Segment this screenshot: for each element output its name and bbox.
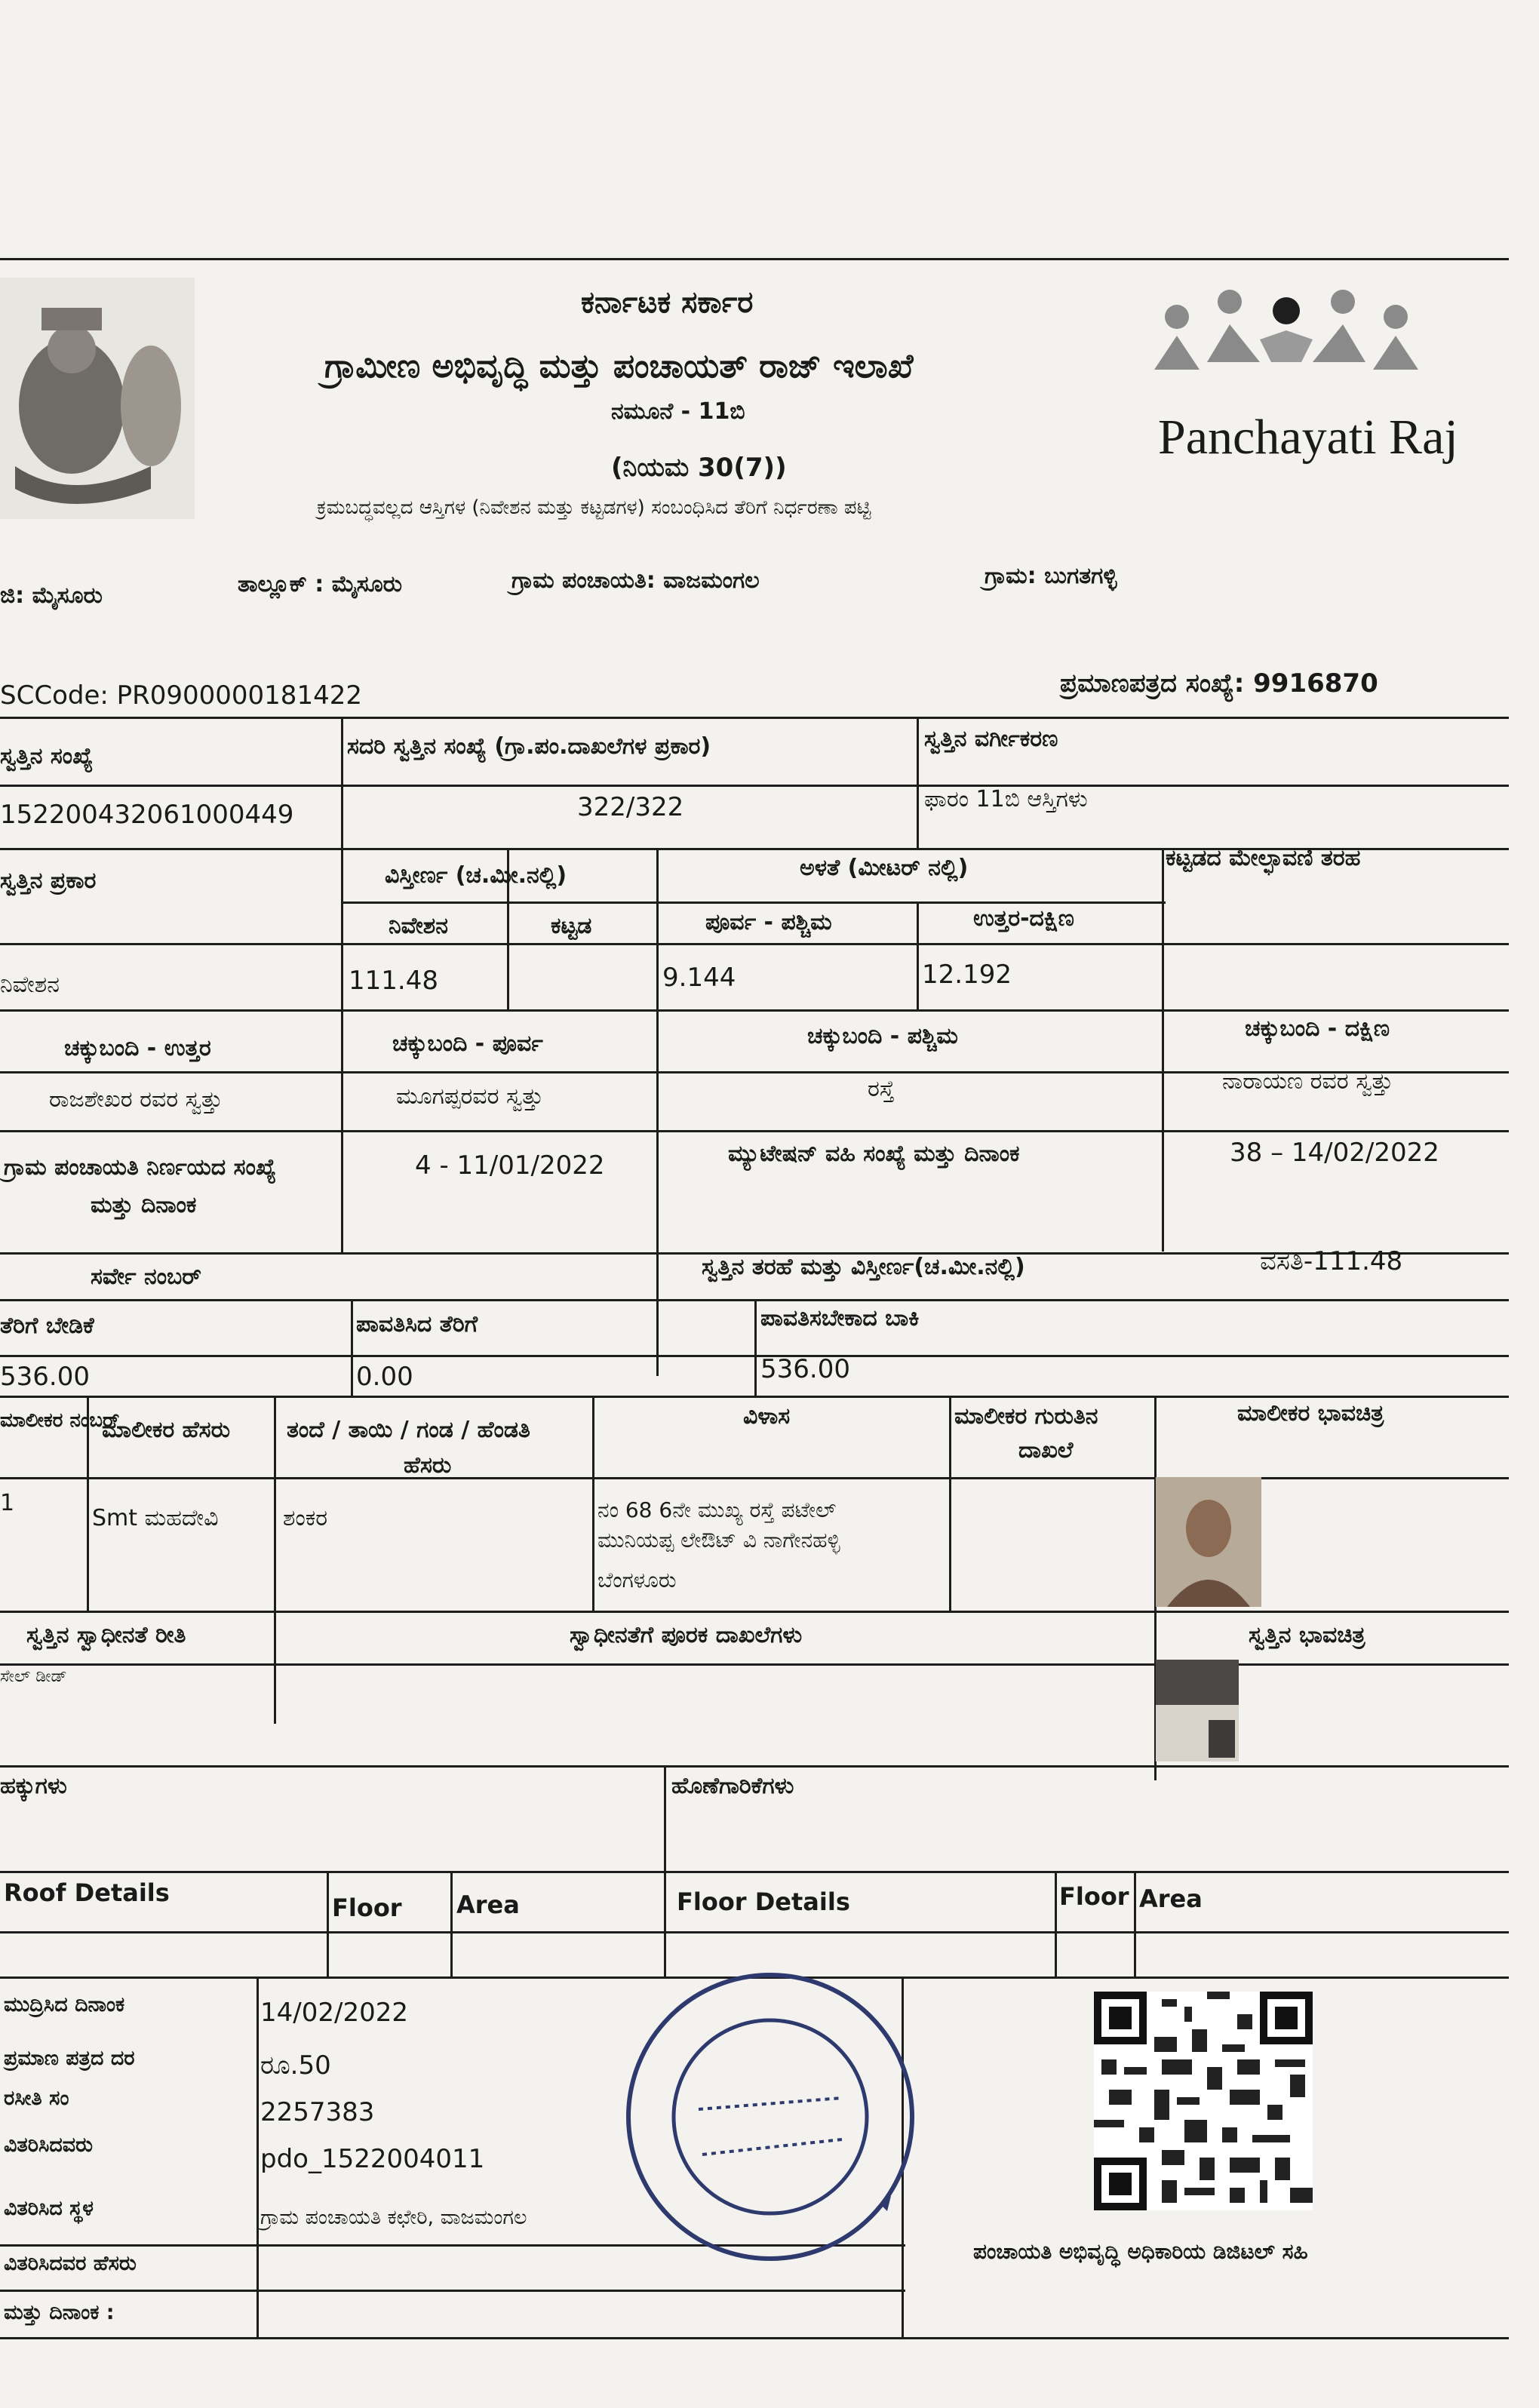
gp-resolution: 4 - 11/01/2022 <box>415 1150 605 1181</box>
area-label-1: Area <box>456 1890 520 1919</box>
area-label-2: Area <box>1139 1884 1203 1913</box>
issuer-name-label: ವಿತರಿಸಿದವರ ಹೆಸರು <box>4 2252 137 2275</box>
govt-title: ಕರ್ನಾಟಕ ಸರ್ಕಾರ <box>581 285 754 320</box>
north-south: 12.192 <box>922 960 1012 990</box>
property-type: ನಿವೇಶನ <box>0 972 60 998</box>
form-subtitle: ಕ್ರಮಬದ್ಧವಲ್ಲದ ಆಸ್ತಿಗಳ (ನಿವೇಶನ ಮತ್ತು ಕಟ್ಟಡಗಳ) ಸಂಬಂಧಿಸಿದ ತೆರಿಗೆ ನಿರ್ಧರಣಾ ಪಟ್ಟಿ <box>317 496 871 519</box>
owner-number: 1 <box>0 1490 15 1516</box>
property-id-label: ಸ್ವತ್ತಿನ ಸಂಖ್ಯೆ <box>0 743 94 769</box>
supporting-docs-label: ಸ್ವಾಧೀನತೆಗೆ ಪೂರಕ ದಾಖಲೆಗಳು <box>570 1622 803 1648</box>
gp-resolution-label-2: ಮತ್ತು ದಿನಾಂಕ <box>91 1192 197 1218</box>
tax-demand-label: ತೆರಿಗೆ ಬೇಡಿಕೆ <box>0 1313 94 1339</box>
building-label: ಕಟ್ಟಡ <box>551 913 592 939</box>
boundary-west: ರಸ್ತೆ <box>868 1076 895 1102</box>
boundary-south-label: ಚಕ್ಕುಬಂದಿ - ದಕ್ಷಿಣ <box>1245 1015 1390 1042</box>
liabilities-label: ಹೊಣೆಗಾರಿಕೆಗಳು <box>671 1773 794 1799</box>
panchayat-seal <box>626 1973 914 2261</box>
owner-address-3: ಬೆಂಗಳೂರು <box>597 1568 677 1593</box>
property-photo-label: ಸ್ವತ್ತಿನ ಭಾವಚಿತ್ರ <box>1249 1622 1365 1648</box>
state-emblem <box>0 278 195 519</box>
taluk: ತಾಲ್ಲೂಕ್ : ಮೈಸೂರು <box>238 571 403 597</box>
printed-date-label: ಮುದ್ರಿಸಿದ ದಿನಾಂಕ <box>4 1993 125 2016</box>
old-property-no: 322/322 <box>577 792 684 822</box>
property-photo <box>1156 1660 1239 1761</box>
receipt-no-label: ರಸೀತಿ ಸಂ <box>4 2087 69 2110</box>
boundary-east-label: ಚಕ್ಕುಬಂದಿ - ಪೂರ್ವ <box>392 1030 543 1057</box>
site-area: 111.48 <box>349 966 438 996</box>
property-type-label: ಸ್ವತ್ತಿನ ಪ್ರಕಾರ <box>0 868 97 894</box>
roof-type-label: ಕಟ್ಟಡದ ಮೇಲ್ಛಾವಣಿ ತರಹ <box>1166 845 1361 871</box>
owner-no-label: ಮಾಲೀಕರ ನಂಬರ್ <box>0 1409 120 1432</box>
owner-address-2: ಮುನಿಯಪ್ಪ ಲೇಔಟ್ ವಿ ನಾಗೇನಹಳ್ಳಿ <box>597 1528 840 1553</box>
owner-name: Smt ಮಹದೇವಿ <box>92 1505 219 1531</box>
issued-by-label: ವಿತರಿಸಿದವರು <box>4 2133 93 2157</box>
form-number: ನಮೂನೆ - 11ಬಿ <box>611 398 745 425</box>
site-label: ನಿವೇಶನ <box>389 913 448 939</box>
issued-place-label: ವಿತರಿಸಿದ ಸ್ಥಳ <box>4 2197 94 2220</box>
north-south-label: ಉತ್ತರ-ದಕ್ಷಿಣ <box>973 905 1074 932</box>
classification: ಫಾರಂ 11ಬಿ ಆಸ್ತಿಗಳು <box>924 786 1088 812</box>
boundary-north-label: ಚಕ್ಕುಬಂದಿ - ಉತ್ತರ <box>64 1035 211 1061</box>
ownership-mode: ಸೇಲ್ ಡೀಡ್ <box>0 1667 67 1686</box>
area-label: ವಿಸ್ತೀರ್ಣ (ಚ.ಮೀ.ನಲ್ಲಿ) <box>385 862 567 889</box>
receipt-number: 2257383 <box>260 2097 375 2127</box>
east-west-label: ಪೂರ್ವ - ಪಶ್ಚಿಮ <box>705 909 832 935</box>
owner-address-1: ನಂ 68 6ನೇ ಮುಖ್ಯ ರಸ್ತೆ ಪಟೇಲ್ <box>597 1497 837 1522</box>
owner-id-label-2: ದಾಖಲೆ <box>1018 1437 1074 1464</box>
usage-label: ಸ್ವತ್ತಿನ ತರಹೆ ಮತ್ತು ವಿಸ್ತೀರ್ಣ(ಚ.ಮೀ.ನಲ್ಲಿ) <box>702 1254 1025 1280</box>
mutation: 38 – 14/02/2022 <box>1230 1138 1439 1168</box>
roof-details-label: Roof Details <box>4 1878 170 1907</box>
issued-by: pdo_1522004011 <box>260 2144 485 2174</box>
dimension-label: ಅಳತೆ (ಮೀಟರ್ ನಲ್ಲಿ) <box>800 855 969 881</box>
dept-title: ಗ್ರಾಮೀಣ ಅಭಿವೃದ್ಧಿ ಮತ್ತು ಪಂಚಾಯತ್ ರಾಜ್ ಇಲಾಖೆ <box>324 347 914 385</box>
rights-label: ಹಕ್ಕುಗಳು <box>0 1773 67 1799</box>
property-id: 152200432061000449 <box>0 800 294 830</box>
address-label: ವಿಳಾಸ <box>743 1403 791 1430</box>
tax-paid: 0.00 <box>356 1362 413 1392</box>
owner-name-label: ಮಾಲೀಕರ ಹೆಸರು <box>102 1417 231 1443</box>
floor-details-label: Floor Details <box>677 1887 850 1916</box>
printed-date: 14/02/2022 <box>260 1998 408 2028</box>
village: ಗ್ರಾಮ: ಬುಗತಗಳ್ಳಿ <box>985 563 1117 589</box>
certificate-number: ಪ್ರಮಾಣಪತ್ರದ ಸಂಖ್ಯೆ: 9916870 <box>1060 668 1378 699</box>
tax-demand: 536.00 <box>0 1362 90 1392</box>
ownership-mode-label: ಸ್ವತ್ತಿನ ಸ್ವಾಧೀನತೆ ರೀತಿ <box>26 1622 186 1648</box>
owner-photo-label: ಮಾಲೀಕರ ಭಾವಚಿತ್ರ <box>1237 1400 1384 1427</box>
rule-number: (ನಿಯಮ 30(7)) <box>611 453 787 483</box>
relation-label: ತಂದೆ / ತಾಯಿ / ಗಂಡ / ಹೆಂಡತಿ <box>287 1417 530 1443</box>
tax-due-label: ಪಾವತಿಸಬೇಕಾದ ಬಾಕಿ <box>760 1305 920 1331</box>
owner-photo <box>1156 1477 1261 1607</box>
sign-date-label: ಮತ್ತು ದಿನಾಂಕ : <box>4 2301 115 2324</box>
gp-resolution-label: ಗ್ರಾಮ ಪಂಚಾಯತಿ ನಿರ್ಣಯದ ಸಂಖ್ಯೆ <box>4 1154 277 1181</box>
tax-due: 536.00 <box>760 1354 850 1384</box>
mutation-label: ಮ್ಯುಟೇಷನ್ ವಹಿ ಸಂಖ್ಯೆ ಮತ್ತು ದಿನಾಂಕ <box>728 1141 1020 1167</box>
survey-number-label: ಸರ್ವೇ ನಂಬರ್ <box>91 1264 201 1290</box>
old-property-no-label: ಸದರಿ ಸ್ವತ್ತಿನ ಸಂಖ್ಯೆ (ಗ್ರಾ.ಪಂ.ದಾಖಲೆಗಳ ಪ್ರಕಾರ) <box>347 733 711 760</box>
tax-paid-label: ಪಾವತಿಸಿದ ತೆರಿಗೆ <box>356 1311 478 1338</box>
owner-id-label: ಮಾಲೀಕರ ಗುರುತಿನ <box>954 1403 1098 1430</box>
sc-code: SCCode: PR0900000181422 <box>0 680 362 711</box>
certificate-fee-label: ಪ್ರಮಾಣ ಪತ್ರದ ದರ <box>4 2047 135 2070</box>
boundary-east: ಮೂಗಪ್ಪರವರ ಸ್ವತ್ತು <box>396 1083 544 1110</box>
usage: ವಸತಿ-111.48 <box>1260 1246 1403 1276</box>
east-west: 9.144 <box>662 963 736 993</box>
floor-label-2: Floor <box>1059 1882 1129 1911</box>
relation-label-2: ಹೆಸರು <box>404 1452 452 1479</box>
issued-place: ಗ್ರಾಮ ಪಂಚಾಯತಿ ಕಛೇರಿ, ವಾಜಮಂಗಲ <box>260 2206 527 2229</box>
floor-label-1: Floor <box>332 1894 402 1922</box>
boundary-north: ರಾಜಶೇಖರ ರವರ ಸ್ವತ್ತು <box>49 1086 223 1113</box>
digital-signature-label: ಪಂಚಾಯತಿ ಅಭಿವೃದ್ಧಿ ಅಧಿಕಾರಿಯ ಡಿಜಿಟಲ್ ಸಹಿ <box>973 2239 1308 2264</box>
district: ಜಿ: ಮೈಸೂರು <box>0 582 103 609</box>
logo-text: Panchayati Raj <box>1158 410 1458 465</box>
certificate-fee: ರೂ.50 <box>260 2050 331 2081</box>
boundary-south: ನಾರಾಯಣ ರವರ ಸ್ವತ್ತು <box>1222 1068 1393 1095</box>
panchayati-raj-logo <box>1147 279 1426 400</box>
qr-code <box>1094 1992 1313 2210</box>
boundary-west-label: ಚಕ್ಕುಬಂದಿ - ಪಶ್ಚಿಮ <box>807 1023 958 1049</box>
classification-label: ಸ್ವತ್ತಿನ ವರ್ಗೀಕರಣ <box>924 726 1058 752</box>
gram-panchayat: ಗ್ರಾಮ ಪಂಚಾಯತಿ: ವಾಜಮಂಗಲ <box>511 567 760 594</box>
owner-relation: ಶಂಕರ <box>283 1505 328 1531</box>
